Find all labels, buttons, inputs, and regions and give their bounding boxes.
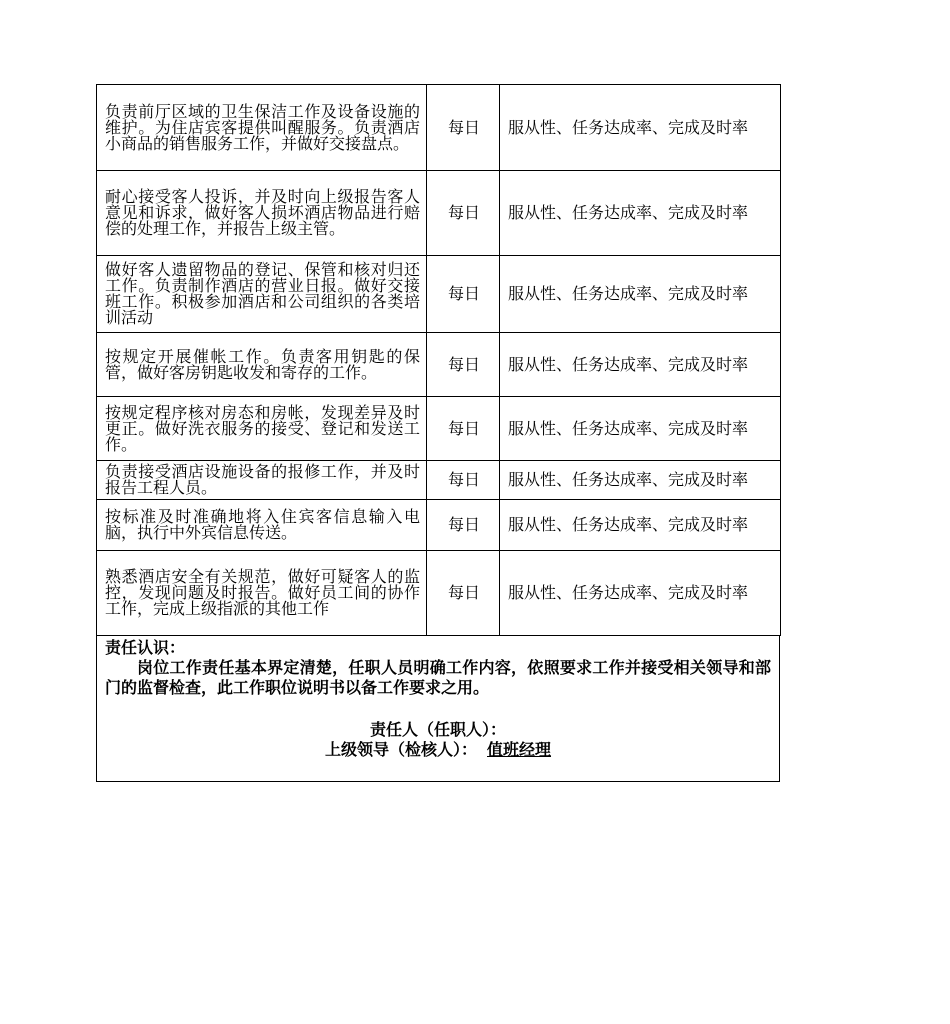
duty-frequency: 每日 xyxy=(427,171,500,256)
table-row xyxy=(97,500,781,551)
duty-description: 做好客人遗留物品的登记、保管和核对归还工作。负责制作酒店的营业日报。做好交接班工作。积极参加酒店和公司组织的各类培训活动 xyxy=(97,256,427,333)
duty-description: 按规定开展催帐工作。负责客用钥匙的保管，做好客房钥匙收发和寄存的工作。 xyxy=(97,333,427,397)
duty-frequency: 每日 xyxy=(427,256,500,333)
awareness-body: 岗位工作责任基本界定清楚，任职人员明确工作内容，依照要求工作并接受相关领导和部门的监督检查，此工作职位说明书以备工作要求之用。 xyxy=(105,658,771,697)
duty-description: 负责接受酒店设施设备的报修工作，并及时报告工程人员。 xyxy=(97,461,427,500)
duty-kpi: 服从性、任务达成率、完成及时率 xyxy=(500,397,781,461)
table-row xyxy=(97,256,781,333)
responsibility-awareness-section xyxy=(96,636,780,782)
duties-table xyxy=(96,84,781,636)
duty-frequency: 每日 xyxy=(427,397,500,461)
table-row xyxy=(97,551,781,636)
duty-kpi: 服从性、任务达成率、完成及时率 xyxy=(500,85,781,171)
supervisor-value: 值班经理 xyxy=(487,740,552,759)
table-row xyxy=(97,333,781,397)
responsible-person-line xyxy=(105,720,771,740)
duty-kpi: 服从性、任务达成率、完成及时率 xyxy=(500,171,781,256)
duty-kpi: 服从性、任务达成率、完成及时率 xyxy=(500,551,781,636)
awareness-title: 责任认识： xyxy=(105,638,186,657)
duty-kpi: 服从性、任务达成率、完成及时率 xyxy=(500,333,781,397)
duty-description: 按标准及时准确地将入住宾客信息输入电脑，执行中外宾信息传送。 xyxy=(97,500,427,551)
signature-block xyxy=(105,720,771,760)
duty-frequency: 每日 xyxy=(427,500,500,551)
duty-frequency: 每日 xyxy=(427,551,500,636)
table-row xyxy=(97,85,781,171)
job-description-document xyxy=(96,84,780,782)
responsible-person-label: 责任人（任职人）： xyxy=(369,720,506,739)
duty-kpi: 服从性、任务达成率、完成及时率 xyxy=(500,256,781,333)
table-row xyxy=(97,171,781,256)
duty-description: 按规定程序核对房态和房帐，发现差异及时更正。做好洗衣服务的接受、登记和发送工作。 xyxy=(97,397,427,461)
duty-frequency: 每日 xyxy=(427,333,500,397)
duties-table-body xyxy=(97,85,781,636)
duty-frequency: 每日 xyxy=(427,85,500,171)
duty-description: 熟悉酒店安全有关规范，做好可疑客人的监控，发现问题及时报告。做好员工间的协作工作，完成上级指派的其他工作 xyxy=(97,551,427,636)
duty-description: 耐心接受客人投诉，并及时向上级报告客人意见和诉求，做好客人损坏酒店物品进行赔偿的处理工作，并报告上级主管。 xyxy=(97,171,427,256)
table-row xyxy=(97,461,781,500)
duty-kpi: 服从性、任务达成率、完成及时率 xyxy=(500,500,781,551)
supervisor-label: 上级领导（检核人）： xyxy=(324,740,477,759)
duty-description: 负责前厅区域的卫生保洁工作及设备设施的维护。为住店宾客提供叫醒服务。负责酒店小商品的销售服务工作，并做好交接盘点。 xyxy=(97,85,427,171)
supervisor-line xyxy=(105,740,771,760)
table-row xyxy=(97,397,781,461)
duty-kpi: 服从性、任务达成率、完成及时率 xyxy=(500,461,781,500)
duty-frequency: 每日 xyxy=(427,461,500,500)
